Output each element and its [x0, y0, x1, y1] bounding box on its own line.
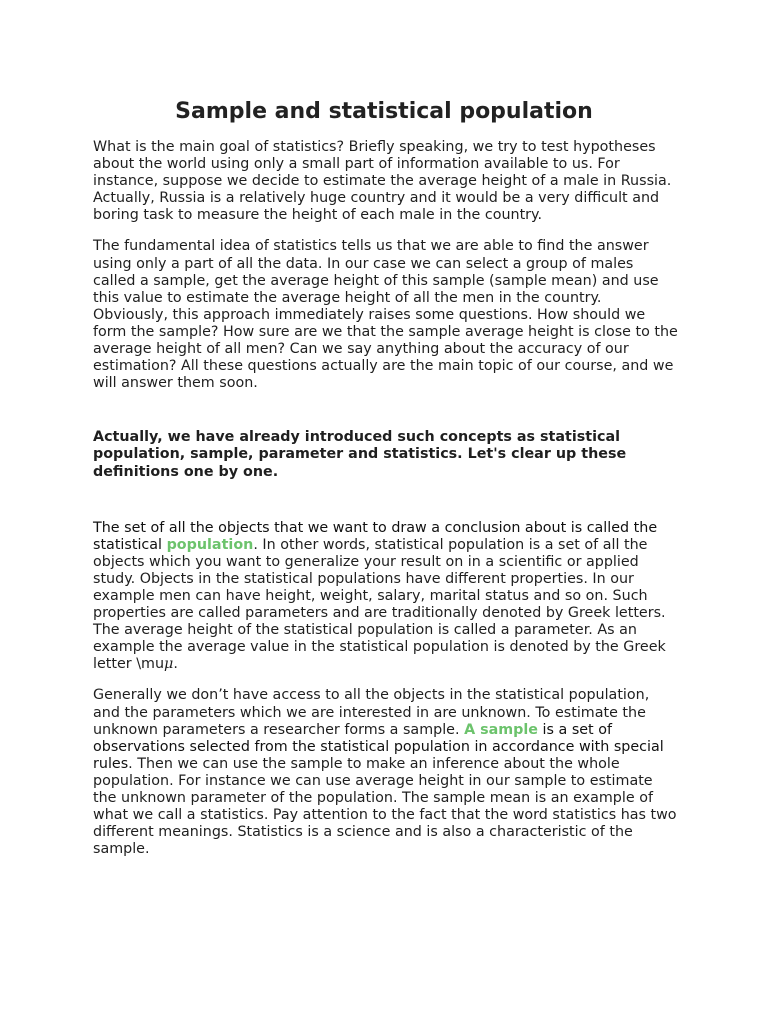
document-title: Sample and statistical population [175, 99, 593, 124]
paragraph-sample-definition [93, 687, 678, 858]
population-definition-lead: The set of all the objects that we want to draw a conclusion about is called the statistical [93, 519, 658, 553]
paragraph-fundamental-idea: The fundamental idea of statistics tells us that we are able to find the answer using only a part of all the data. In our case we can select a group of males called a sample, get the average height of this sample (sample mean) and use this value to estimate the average height of all the men in the country. Obviously, this approach immediately raises some questions. How should we form the sample? How sure are we that the sample average height is close to the average height of all men? Can we say anything about the accuracy of our estimation? All these questions actually are the main topic of our course, and we will answer them soon. [93, 238, 678, 392]
population-definition-end: . [173, 656, 178, 673]
mu-symbol: μ [164, 656, 174, 673]
population-definition-body: . In other words, statistical population is a set of all the objects which you want to generalize your result on in a scientific or applied study. Objects in the statistical populations have different properties. In our example men can have height, weight, salary, marital status and so on. Such properties are called parameters and are traditionally denoted by Greek letters. The average height of the statistical population is called a parameter. As an example the average value in the statistical population is denoted by the Greek letter [93, 536, 666, 673]
term-population: population [166, 536, 254, 553]
document-page [93, 98, 678, 858]
sample-definition-lead: Generally we don’t have access to all the objects in the statistical population, and the parameters which we are interested in are unknown. To estimate the unknown parameters a researcher forms a sample. [93, 687, 650, 738]
term-sample: A sample [464, 721, 538, 738]
mu-latex-source: \mu [136, 656, 165, 673]
sample-definition-core: is a set of observations selected from the statistical population in accordance with special rules [93, 721, 664, 772]
paragraph-population-definition [93, 520, 678, 674]
paragraph-main-goal: What is the main goal of statistics? Briefly speaking, we try to test hypotheses about the world using only a small part of information available to us. For instance, suppose we decide to estimate the average height of a male in Russia. Actually, Russia is a relatively huge country and it would be a very difficult and boring task to measure the height of each male in the country. [93, 139, 672, 224]
paragraph-concepts-intro: Actually, we have already introduced such concepts as statistical population, sample, parameter and statistics. Let's clear up these definitions one by one. [93, 429, 627, 480]
sample-definition-body: . Then we can use the sample to make an inference about the whole population. For instance we can use average height in our sample to estimate the unknown parameter of the population. The sample mean is an example of what we call a statistics. Pay attention to the fact that the word statistics has two different meanings. Statistics is a science and is also a characteristic of the sample. [93, 755, 677, 858]
